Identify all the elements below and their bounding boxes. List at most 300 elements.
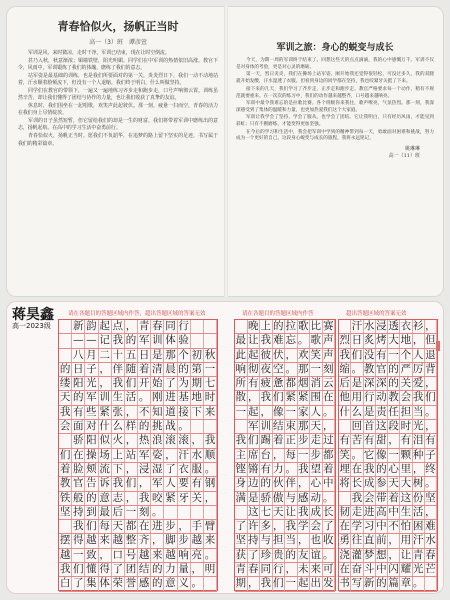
grid-cell: 秋 — [204, 348, 216, 361]
grid-cell: 直 — [363, 534, 375, 547]
grid-cell — [235, 320, 248, 333]
grid-cell: 。 — [152, 505, 163, 518]
grid-cell — [425, 577, 437, 590]
grid-cell: 了 — [235, 520, 246, 533]
grid-cell: ， — [248, 391, 259, 404]
grid-cell: 苦 — [351, 434, 363, 447]
grid-cell: 缕 — [59, 377, 71, 390]
grid-cell: 齐 — [138, 534, 150, 547]
grid-cell: 来 — [310, 563, 321, 576]
grid-cell: 明 — [204, 563, 216, 576]
grid-cell: ， — [125, 491, 137, 504]
grid-cell: 个 — [400, 348, 412, 361]
grid-row — [339, 320, 437, 334]
grid-cell: 志 — [112, 491, 124, 504]
grid-cell: 一 — [125, 505, 137, 518]
grid-cell: 这 — [400, 491, 412, 504]
grid-cell: 了 — [323, 520, 334, 533]
grid-cell: 下 — [191, 405, 203, 418]
grid-cell: 当 — [285, 534, 296, 547]
grid-row — [59, 577, 217, 591]
grid-cell: 成 — [310, 505, 321, 518]
grid-cell: 我 — [339, 348, 350, 361]
grid-cell: 。 — [191, 577, 203, 590]
grid-cell: 紧 — [99, 405, 110, 418]
writing-grid-panel-2 — [234, 319, 336, 591]
grid-cell: 步 — [298, 434, 309, 447]
grid-cell: 那 — [165, 348, 176, 361]
grid-cell: ， — [412, 462, 424, 475]
grid-cell: 斗 — [363, 563, 375, 576]
grid-cell: 行 — [363, 391, 375, 404]
grid-cell: 军 — [152, 477, 163, 490]
grid-cell: 光 — [412, 563, 424, 576]
grid-row — [339, 434, 437, 448]
grid-cell: 关 — [191, 491, 203, 504]
grid-cell: 第 — [191, 362, 203, 375]
grid-cell: 首 — [363, 420, 375, 433]
grid-cell: 铁 — [59, 491, 71, 504]
grid-cell: 步 — [165, 520, 176, 533]
grid-cell: 关 — [400, 377, 412, 390]
grid-cell: 动 — [376, 391, 387, 404]
grid-cell: 子 — [86, 362, 97, 375]
grid-cell: ， — [125, 434, 137, 447]
grid-row — [59, 349, 217, 363]
grid-cell: 。 — [138, 391, 150, 404]
page-tab-marker — [436, 341, 440, 351]
grid-cell: 一 — [388, 348, 399, 361]
grid-cell: 们 — [73, 563, 84, 576]
grid-cell: 一 — [73, 548, 84, 561]
printed-article-sheet — [6, 6, 444, 297]
grid-cell: 有 — [191, 477, 203, 490]
grid-cell: 锵 — [248, 462, 259, 475]
grid-cell: 望 — [310, 462, 321, 475]
grid-cell: 我 — [285, 520, 296, 533]
grid-cell: 教 — [388, 391, 399, 404]
grid-cell: 疲 — [260, 377, 271, 390]
grid-cell: ， — [425, 320, 436, 332]
grid-cell: 用 — [351, 391, 363, 404]
grid-cell: 我 — [298, 462, 309, 475]
grid-cell: 中 — [376, 520, 387, 533]
grid-cell: 伏 — [273, 348, 284, 361]
grid-cell: ， — [273, 448, 284, 461]
grid-cell: ， — [99, 377, 110, 390]
grid-cell: 意 — [165, 577, 176, 590]
grid-cell: 时 — [400, 420, 412, 433]
grid-cell: 让 — [285, 505, 296, 518]
grid-cell: 声 — [323, 334, 334, 347]
grid-cell: 钢 — [204, 477, 216, 490]
grid-cell: 越 — [138, 548, 150, 561]
grid-cell — [164, 506, 177, 519]
grid-cell: 一 — [388, 448, 399, 461]
grid-cell: 都 — [285, 377, 296, 390]
answer-area-notice: 请在各题目的答题区域内作答，超出答题区域的答案无效 — [68, 311, 206, 317]
grid-cell: 开 — [138, 377, 150, 390]
grid-cell: 与 — [285, 491, 296, 504]
grid-cell: 中 — [376, 563, 387, 576]
article2-paragraph: 今天，为期一周的军训终于结束了。回想这些天的点点滴滴，我的心中感慨万千。军训不仅是对身体的考验，更是对心灵的磨砺。 — [236, 58, 434, 70]
grid-cell: 团 — [125, 563, 137, 576]
grid-cell: 在 — [73, 448, 84, 461]
grid-cell: 。 — [204, 462, 216, 475]
article2-signature-class: 高一（11）班 — [388, 153, 420, 160]
grid-row — [59, 492, 217, 506]
grid-cell: 白 — [59, 577, 71, 590]
grid-cell: 教 — [59, 477, 71, 490]
grid-cell: 在 — [339, 520, 350, 533]
grid-cell: 我 — [412, 391, 424, 404]
grid-cell: 手 — [191, 520, 203, 533]
grid-cell: 的 — [388, 362, 399, 375]
grid-cell: 的 — [178, 362, 189, 375]
grid-cell: 顺 — [204, 448, 216, 461]
page-fold — [224, 6, 228, 297]
grid-cell: 。 — [425, 477, 436, 490]
grid-cell: 一 — [285, 577, 296, 590]
grid-cell: 云 — [323, 377, 334, 390]
grid-cell: 在 — [339, 563, 350, 576]
grid-cell: 们 — [125, 377, 137, 390]
grid-cell: 与 — [260, 534, 271, 547]
grid-cell: 新 — [363, 577, 375, 590]
grid-cell: 我 — [138, 491, 150, 504]
grid-cell: 阳 — [86, 434, 97, 447]
grid-cell: 学 — [298, 520, 309, 533]
grid-cell: 退 — [425, 348, 436, 361]
grid-cell: 深 — [363, 377, 375, 390]
grid-cell: 集 — [86, 577, 97, 590]
grid-cell: 越 — [165, 548, 176, 561]
grid-cell: 教 — [363, 362, 375, 375]
grid-cell: 他 — [339, 391, 350, 404]
grid-row — [235, 520, 335, 534]
article-left-column — [18, 14, 218, 148]
grid-row — [235, 492, 335, 506]
grid-cell: 军 — [138, 448, 150, 461]
grid-cell: 臂 — [204, 520, 216, 533]
grid-cell: 珍 — [260, 548, 271, 561]
grid-cell: 多 — [260, 520, 271, 533]
grid-cell: 出 — [310, 577, 321, 590]
grid-cell: 有 — [363, 434, 375, 447]
grid-cell: 告 — [86, 477, 97, 490]
grid-cell: 姿 — [152, 448, 163, 461]
grid-cell: 厉 — [412, 362, 424, 375]
grid-cell: 着 — [138, 362, 150, 375]
grid-cell: 活 — [412, 505, 424, 518]
grid-cell: 拉 — [285, 320, 296, 332]
grid-cell — [204, 577, 217, 590]
grid-cell: 歌 — [298, 320, 309, 332]
grid-cell: 心 — [310, 477, 321, 490]
grid-cell: 春 — [152, 320, 163, 332]
grid-cell: 越 — [112, 534, 124, 547]
grid-cell: 有 — [376, 348, 387, 361]
grid-cell — [191, 334, 204, 347]
grid-cell: 写 — [351, 577, 363, 590]
grid-cell: 感 — [298, 491, 309, 504]
grid-cell: 灌 — [351, 548, 363, 561]
grid-cell: 了 — [248, 548, 259, 561]
grid-cell: 进 — [165, 391, 176, 404]
grid-cell: 篇 — [388, 577, 399, 590]
grid-cell: 参 — [376, 477, 387, 490]
grid-row — [339, 520, 437, 534]
grid-cell: 同 — [165, 320, 176, 332]
grid-cell: 训 — [99, 391, 110, 404]
grid-row — [235, 463, 335, 477]
grid-cell: 为 — [178, 377, 189, 390]
grid-row — [339, 420, 437, 434]
grid-cell: 过 — [323, 434, 334, 447]
grid-cell: 的 — [152, 577, 163, 590]
grid-cell: 习 — [363, 520, 375, 533]
grid-cell: 爱 — [412, 377, 424, 390]
grid-cell: 高 — [376, 505, 387, 518]
grid-cell: 子 — [425, 448, 436, 461]
grid-row — [59, 534, 217, 548]
grid-cell: 空 — [273, 362, 284, 375]
grid-cell: 每 — [285, 448, 296, 461]
grid-cell: 。 — [412, 577, 424, 590]
grid-cell: 似 — [99, 434, 110, 447]
grid-cell: 我 — [112, 477, 124, 490]
grid-cell: 在 — [323, 391, 334, 404]
grid-cell: 验 — [178, 334, 189, 347]
grid-cell: 但 — [425, 334, 436, 347]
grid-cell: 青 — [235, 563, 246, 576]
grid-cell: 难 — [273, 334, 284, 347]
grid-row — [59, 506, 217, 520]
grid-cell — [204, 320, 217, 333]
grid-cell: 些 — [86, 405, 97, 418]
grid-cell: 大 — [400, 477, 412, 490]
grid-cell: 它 — [363, 448, 375, 461]
grid-cell: 体 — [165, 334, 176, 347]
grid-cell: 水 — [191, 448, 203, 461]
grid-cell: 生 — [112, 391, 124, 404]
grid-cell: 人 — [310, 405, 321, 418]
grid-cell: 我 — [260, 334, 271, 347]
grid-cell: ， — [248, 577, 259, 590]
grid-cell: 。 — [298, 334, 309, 347]
grid-cell: 担 — [273, 534, 284, 547]
grid-cell: 一 — [285, 405, 296, 418]
grid-cell: 中 — [323, 477, 334, 490]
grid-cell: 衣 — [400, 320, 412, 332]
grid-cell: 整 — [125, 534, 137, 547]
grid-cell: 严 — [400, 362, 412, 375]
grid-cell: 什 — [99, 420, 110, 433]
article2-signature: 姚琳琳 — [404, 146, 420, 153]
grid-cell: ， — [165, 448, 176, 461]
grid-cell: 口 — [112, 548, 124, 561]
grid-cell: 挑 — [152, 420, 163, 433]
grid-cell: 我 — [112, 334, 124, 347]
grid-cell: 致 — [86, 548, 97, 561]
grid-cell: 力 — [165, 563, 176, 576]
grid-cell: 了 — [73, 577, 84, 590]
grid-cell: 笑 — [310, 348, 321, 361]
grid-cell: 月 — [86, 348, 97, 361]
grid-cell: 让 — [248, 334, 259, 347]
grid-row — [235, 334, 335, 348]
grid-cell: 耀 — [400, 563, 412, 576]
grid-cell: 会 — [400, 391, 412, 404]
grid-cell — [235, 420, 248, 433]
grid-cell: 彻 — [248, 362, 259, 375]
grid-cell: 得 — [73, 534, 84, 547]
grid-cell: 我 — [260, 577, 271, 590]
grid-row — [235, 320, 335, 334]
grid-cell: 我 — [73, 520, 84, 533]
grid-cell: 会 — [310, 520, 321, 533]
grid-cell: 咬 — [152, 491, 163, 504]
grid-cell: 骄 — [73, 434, 84, 447]
grid-cell: ， — [285, 348, 296, 361]
grid-cell: 可 — [323, 563, 334, 576]
grid-row — [59, 549, 217, 563]
grid-cell: 赛 — [323, 320, 334, 332]
grid-cell: 水 — [425, 534, 436, 547]
grid-row — [235, 577, 335, 591]
grid-row — [339, 406, 437, 420]
grid-cell: 我 — [363, 462, 375, 475]
grid-cell: ， — [285, 563, 296, 576]
grid-cell: ， — [178, 520, 189, 533]
grid-cell: ， — [425, 420, 436, 433]
grid-cell: ， — [260, 405, 271, 418]
grid-cell: 浸 — [376, 320, 387, 332]
grid-cell: 来 — [99, 534, 110, 547]
grid-cell: 笑 — [339, 448, 350, 461]
grid-row — [59, 391, 217, 405]
grid-cell: 着 — [388, 491, 399, 504]
grid-cell: 友 — [298, 548, 309, 561]
article2-paragraph: 军训让我学会了坚持，学会了服从，也学会了团结。它让我明白，只有经历风雨，才能见到彩虹；只有不断磨练，才能变得更加坚强。 — [236, 115, 434, 128]
grid-cell: 的 — [388, 377, 399, 390]
grid-cell: 到 — [86, 505, 97, 518]
grid-cell: 。 — [323, 491, 334, 504]
grid-cell: 甜 — [376, 434, 387, 447]
grid-cell: 长 — [323, 505, 334, 518]
grid-cell: 的 — [86, 491, 97, 504]
grid-cell: 勇 — [339, 534, 350, 547]
grid-cell: 有 — [260, 462, 271, 475]
grid-cell: 样 — [125, 420, 137, 433]
grid-cell: — — [73, 334, 84, 347]
grid-cell — [59, 434, 72, 447]
grid-cell: 步 — [310, 448, 321, 461]
grid-row — [59, 334, 217, 348]
grid-row — [235, 534, 335, 548]
grid-cell: ， — [273, 520, 284, 533]
grid-row — [235, 349, 335, 363]
grid-row — [339, 449, 437, 463]
grid-cell: 五 — [125, 348, 137, 361]
grid-cell: 们 — [273, 577, 284, 590]
grid-cell: 歌 — [310, 334, 321, 347]
grid-cell: ， — [204, 491, 216, 504]
grid-row — [59, 463, 217, 477]
grid-cell: 张 — [112, 405, 124, 418]
grid-cell: 许 — [248, 520, 259, 533]
grid-cell: 初 — [191, 348, 203, 361]
grid-cell: ， — [425, 505, 436, 518]
grid-cell: 每 — [99, 520, 110, 533]
grid-cell: 不 — [138, 405, 150, 418]
grid-cell: 日 — [138, 348, 150, 361]
grid-cell: 青 — [412, 548, 424, 561]
grid-cell: 荣 — [112, 577, 124, 590]
grid-cell: 刻 — [138, 505, 150, 518]
grid-cell: 成 — [363, 477, 375, 490]
grid-row — [59, 520, 217, 534]
grid-cell: 获 — [235, 548, 246, 561]
grid-cell: 走 — [351, 505, 363, 518]
grid-cell: 坚 — [59, 505, 71, 518]
grid-row — [59, 377, 217, 391]
grid-cell: 奋 — [351, 563, 363, 576]
grid-cell: 进 — [363, 505, 375, 518]
grid-cell: 有 — [248, 377, 259, 390]
grid-cell: 体 — [99, 577, 110, 590]
student-class: 高一2023级 — [12, 322, 51, 330]
grid-cell: 们 — [351, 348, 363, 361]
grid-cell: ， — [99, 362, 110, 375]
grid-cell: 会 — [59, 420, 71, 433]
grid-cell: 天 — [273, 505, 284, 518]
grid-cell: 军 — [86, 391, 97, 404]
grid-cell: 紧 — [165, 491, 176, 504]
grid-row — [59, 363, 217, 377]
article2-paragraph: 军训中最令我难忘的是拉歌比赛。各个班级你来我往，歌声嘹亮，气氛热烈。那一刻，我深深感受到了集体的温暖和力量，也更加热爱我们这个大家庭。 — [236, 100, 434, 113]
grid-cell: 。 — [204, 548, 216, 561]
grid-cell: 刚 — [152, 391, 163, 404]
grid-cell: 们 — [273, 391, 284, 404]
grid-cell — [191, 420, 204, 433]
grid-cell: 伴 — [285, 477, 296, 490]
grid-row — [59, 449, 217, 463]
grid-cell: 紧 — [285, 391, 296, 404]
grid-cell: 。 — [351, 448, 363, 461]
grid-cell: 流 — [99, 462, 110, 475]
grid-cell: 。 — [285, 362, 296, 375]
grid-cell: 有 — [400, 434, 412, 447]
grid-row — [339, 377, 437, 391]
article1-paragraph: 同学们在教官的带领下，一遍又一遍地练习齐步走和跑步走，口号声响彻云霄。训练虽然辛苦，却让我们懂得了团结与协作的力量，也让我们收获了真挚的友谊。 — [18, 87, 218, 102]
grid-cell: 滚 — [165, 434, 176, 447]
grid-row — [235, 377, 335, 391]
grid-row — [59, 477, 217, 491]
grid-cell: ， — [425, 377, 436, 390]
grid-cell: 带 — [376, 491, 387, 504]
grid-cell: 最 — [99, 505, 110, 518]
grid-cell: 了 — [165, 377, 176, 390]
grid-cell: 一 — [298, 448, 309, 461]
grid-cell: ， — [125, 462, 137, 475]
grid-cell: 。 — [351, 362, 363, 375]
grid-cell: 长 — [351, 477, 363, 490]
grid-cell: 是 — [363, 405, 375, 418]
grid-cell: 得 — [99, 563, 110, 576]
grid-cell: 席 — [248, 448, 259, 461]
grid-cell — [339, 420, 351, 433]
